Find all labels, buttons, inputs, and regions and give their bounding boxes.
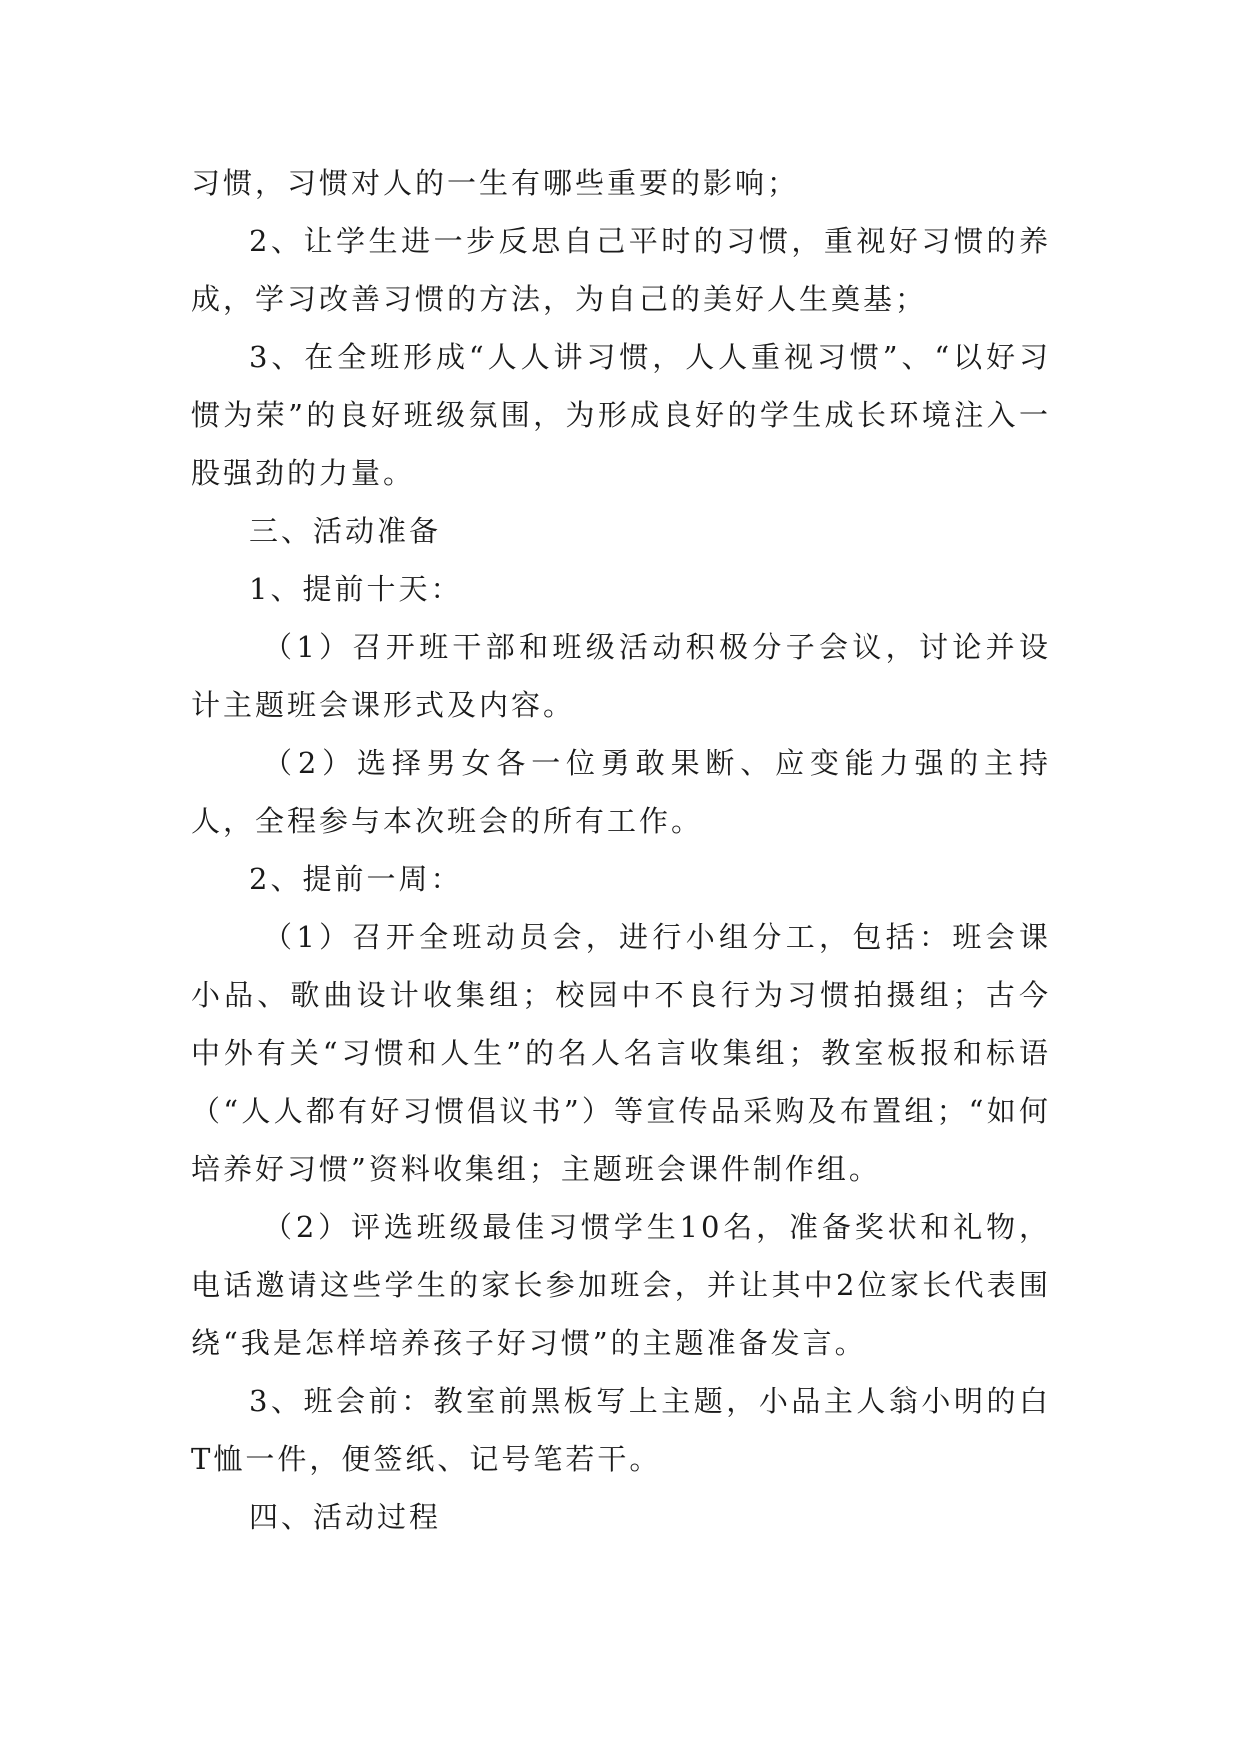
- paragraph-one-week-1: （1）召开全班动员会，进行小组分工，包括：班会课小品、歌曲设计收集组；校园中不良行为习惯拍摄组；古今中外有关“习惯和人生”的名人名言收集组；教室板报和标语（“人人都有好习惯倡议书”）等宣传品采购及布置组；“如何培养好习惯”资料收集组；主题班会课件制作组。: [191, 920, 1051, 1186]
- paragraph-before-meeting: 3、班会前：教室前黑板写上主题，小品主人翁小明的白T恤一件，便签纸、记号笔若干。: [191, 1384, 1051, 1476]
- document-body: [191, 154, 1051, 1546]
- paragraph-goal-3: 3、在全班形成“人人讲习惯，人人重视习惯”、“以好习惯为荣”的良好班级氛围，为形成良好的学生成长环境注入一股强劲的力量。: [191, 340, 1051, 490]
- subheading-ten-days: 1、提前十天：: [249, 572, 463, 606]
- paragraph-one-week-2: （2）评选班级最佳习惯学生10名，准备奖状和礼物，电话邀请这些学生的家长参加班会，并让其中2位家长代表围绕“我是怎样培养孩子好习惯”的主题准备发言。: [191, 1210, 1051, 1360]
- paragraph-continuation: 习惯，习惯对人的一生有哪些重要的影响；: [191, 166, 800, 200]
- paragraph-ten-days-2: （2）选择男女各一位勇敢果断、应变能力强的主持人，全程参与本次班会的所有工作。: [191, 746, 1051, 838]
- paragraph-ten-days-1: （1）召开班干部和班级活动积极分子会议，讨论并设计主题班会课形式及内容。: [191, 630, 1051, 722]
- subheading-one-week: 2、提前一周：: [249, 862, 463, 896]
- section-heading-preparation: 三、活动准备: [249, 514, 442, 548]
- section-heading-process: 四、活动过程: [249, 1500, 442, 1534]
- paragraph-goal-2: 2、让学生进一步反思自己平时的习惯，重视好习惯的养成，学习改善习惯的方法，为自己的美好人生奠基；: [191, 224, 1051, 316]
